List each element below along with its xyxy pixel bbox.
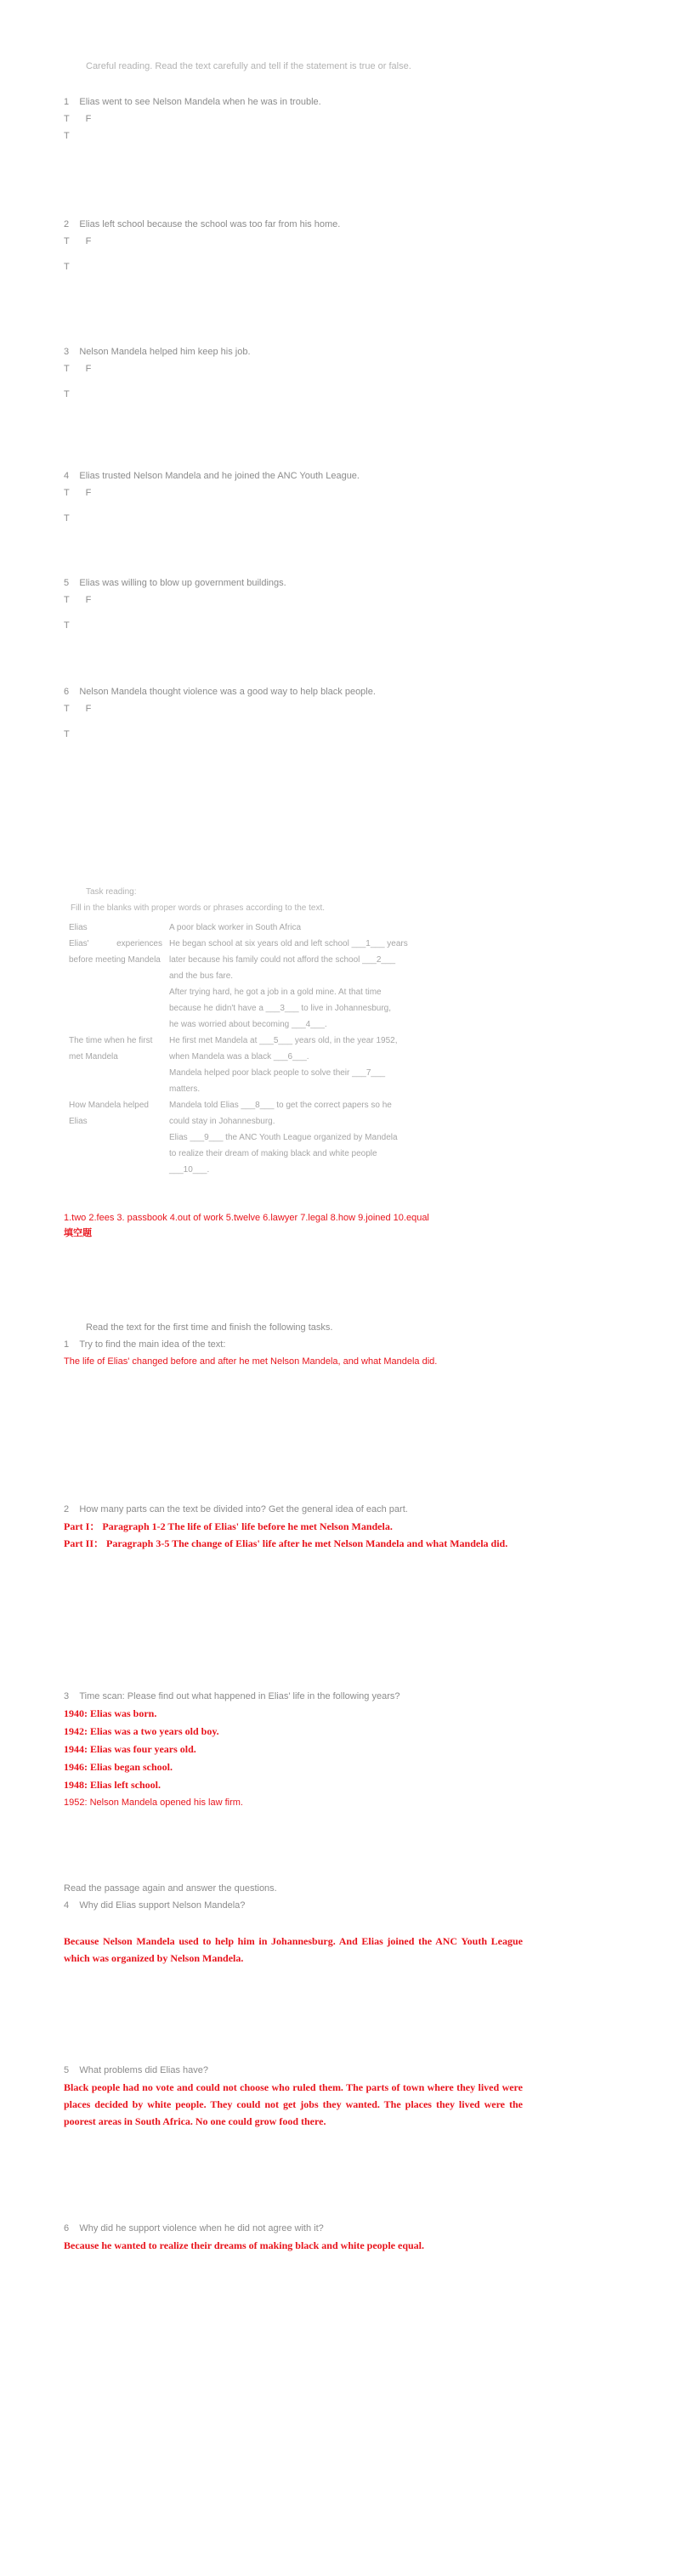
time-scan-block bbox=[64, 1688, 523, 1812]
statement-2: 2 Elias left school because the school was too far from his home. T F T bbox=[64, 216, 523, 275]
statement-4: 4 Elias trusted Nelson Mandela and he joined the ANC Youth League. T F T bbox=[64, 467, 523, 527]
question-4: 4 Why did Elias support Nelson Mandela? bbox=[64, 1900, 246, 1911]
tf-options: T F bbox=[64, 364, 99, 374]
list-item: 1948: Elias left school. bbox=[64, 1779, 161, 1791]
first-reading-block bbox=[64, 1319, 523, 1370]
statement-5: 5 Elias was willing to blow up government buildings. T F T bbox=[64, 575, 523, 634]
question-1: 1 Try to find the main idea of the text: bbox=[64, 1339, 226, 1350]
answer-6: Because he wanted to realize their dreams of making black and white people equal. bbox=[64, 2239, 424, 2251]
task-reading-header: Task reading: Fill in the blanks with proper words or phrases according to the text. bbox=[71, 887, 326, 913]
first-reading-instruction: Read the text for the first time and finish the following tasks. bbox=[86, 1322, 333, 1333]
tf-options: T F bbox=[64, 114, 99, 124]
list-item: 1942: Elias was a two years old boy. bbox=[64, 1725, 219, 1737]
statement-3: 3 Nelson Mandela helped him keep his job. T F T bbox=[64, 343, 523, 403]
answer-mark: T bbox=[64, 262, 70, 272]
part-division-block bbox=[64, 1501, 523, 1552]
answer-mark: T bbox=[64, 389, 70, 399]
list-item: 1940: Elias was born. bbox=[64, 1707, 157, 1719]
list-item: 1946: Elias began school. bbox=[64, 1761, 173, 1773]
table-cell: How Mandela helped Elias bbox=[69, 1101, 149, 1126]
question-6-block bbox=[64, 2220, 523, 2254]
statement-1: 1 Elias went to see Nelson Mandela when he was in trouble. T F T bbox=[64, 93, 523, 144]
list-item: 1952: Nelson Mandela opened his law firm. bbox=[64, 1798, 243, 1808]
table-cell: Elias bbox=[69, 923, 88, 932]
answers-label: 填空题 bbox=[64, 1228, 92, 1238]
questions-block bbox=[64, 1880, 523, 1967]
table-row bbox=[64, 936, 506, 1033]
answer-1: The life of Elias' changed before and after he met Nelson Mandela, and what Mandela did. bbox=[64, 1356, 438, 1367]
fill-in-table bbox=[64, 920, 506, 1178]
table-cell: The time when he first met Mandela bbox=[69, 1036, 153, 1062]
table-cell: He first met Mandela at ___5___ years old, in the year 1952, when Mandela was a black ___6___. Mandela helped poor black people to solve their ___7___ matters. bbox=[169, 1036, 398, 1094]
tf-options: T F bbox=[64, 595, 99, 605]
answer-5: Black people had no vote and could not choose who ruled them. The parts of town where they lived were places decided by white people. They could not get jobs they wanted. The places they lived were the poorest areas in South Africa. No one could grow food there. bbox=[64, 2081, 523, 2127]
tf-options: T F bbox=[64, 236, 99, 246]
table-header-row bbox=[64, 920, 506, 936]
answer-4: Because Nelson Mandela used to help him in Johannesburg. And Elias joined the ANC Youth League which was organized by Nelson Mandela. bbox=[64, 1935, 523, 1964]
question-6: 6 Why did he support violence when he did not agree with it? bbox=[64, 2223, 324, 2233]
question-2: 2 How many parts can the text be divided into? Get the general idea of each part. bbox=[64, 1504, 408, 1514]
answer-mark: T bbox=[64, 620, 70, 631]
answer-mark: T bbox=[64, 131, 70, 141]
fill-answers: 1.two 2.fees 3. passbook 4.out of work 5.twelve 6.lawyer 7.legal 8.how 9.joined 10.equal 填空题 bbox=[64, 1210, 514, 1241]
table-cell: Mandela told Elias ___8___ to get the correct papers so he could stay in Johannesburg. Elias ___9___ the ANC Youth League organized by Mandela to realize their dream of making black and white people ___10___. bbox=[169, 1101, 398, 1175]
questions-instruction: Read the passage again and answer the questions. bbox=[64, 1883, 277, 1894]
timeline-list bbox=[64, 1705, 523, 1812]
list-item: 1944: Elias was four years old. bbox=[64, 1743, 196, 1755]
question-5: 5 What problems did Elias have? bbox=[64, 2065, 208, 2075]
question-3: 3 Time scan: Please find out what happened in Elias' life in the following years? bbox=[64, 1691, 400, 1701]
table-row bbox=[64, 1097, 506, 1178]
table-row bbox=[64, 1033, 506, 1097]
table-cell: Elias' experiences before meeting Mandela bbox=[69, 939, 162, 965]
answer-mark: T bbox=[64, 513, 70, 524]
careful-reading-instruction: Careful reading. Read the text carefully and tell if the statement is true or false. bbox=[86, 61, 411, 71]
answer-mark: T bbox=[64, 729, 70, 739]
tf-options: T F bbox=[64, 488, 99, 498]
answer-2: Part I： Paragraph 1-2 The life of Elias' life before he met Nelson Mandela. Part II： Paragraph 3-5 The change of Elias' life after he met Nelson Mandela and what Mandela did. bbox=[64, 1520, 508, 1549]
tf-options: T F bbox=[64, 704, 99, 714]
table-cell: He began school at six years old and left school ___1___ years later because his family could not afford the school ___2___ and the bus fare. After trying hard, he got a job in a gold mine. At that time because he didn't have a ___3___ to live in Johannesburg, he was worried about becoming ___4___. bbox=[169, 939, 408, 1029]
table-cell: A poor black worker in South Africa bbox=[169, 923, 302, 932]
question-5-block bbox=[64, 2062, 523, 2130]
statement-6: 6 Nelson Mandela thought violence was a good way to help black people. T F T bbox=[64, 683, 523, 743]
